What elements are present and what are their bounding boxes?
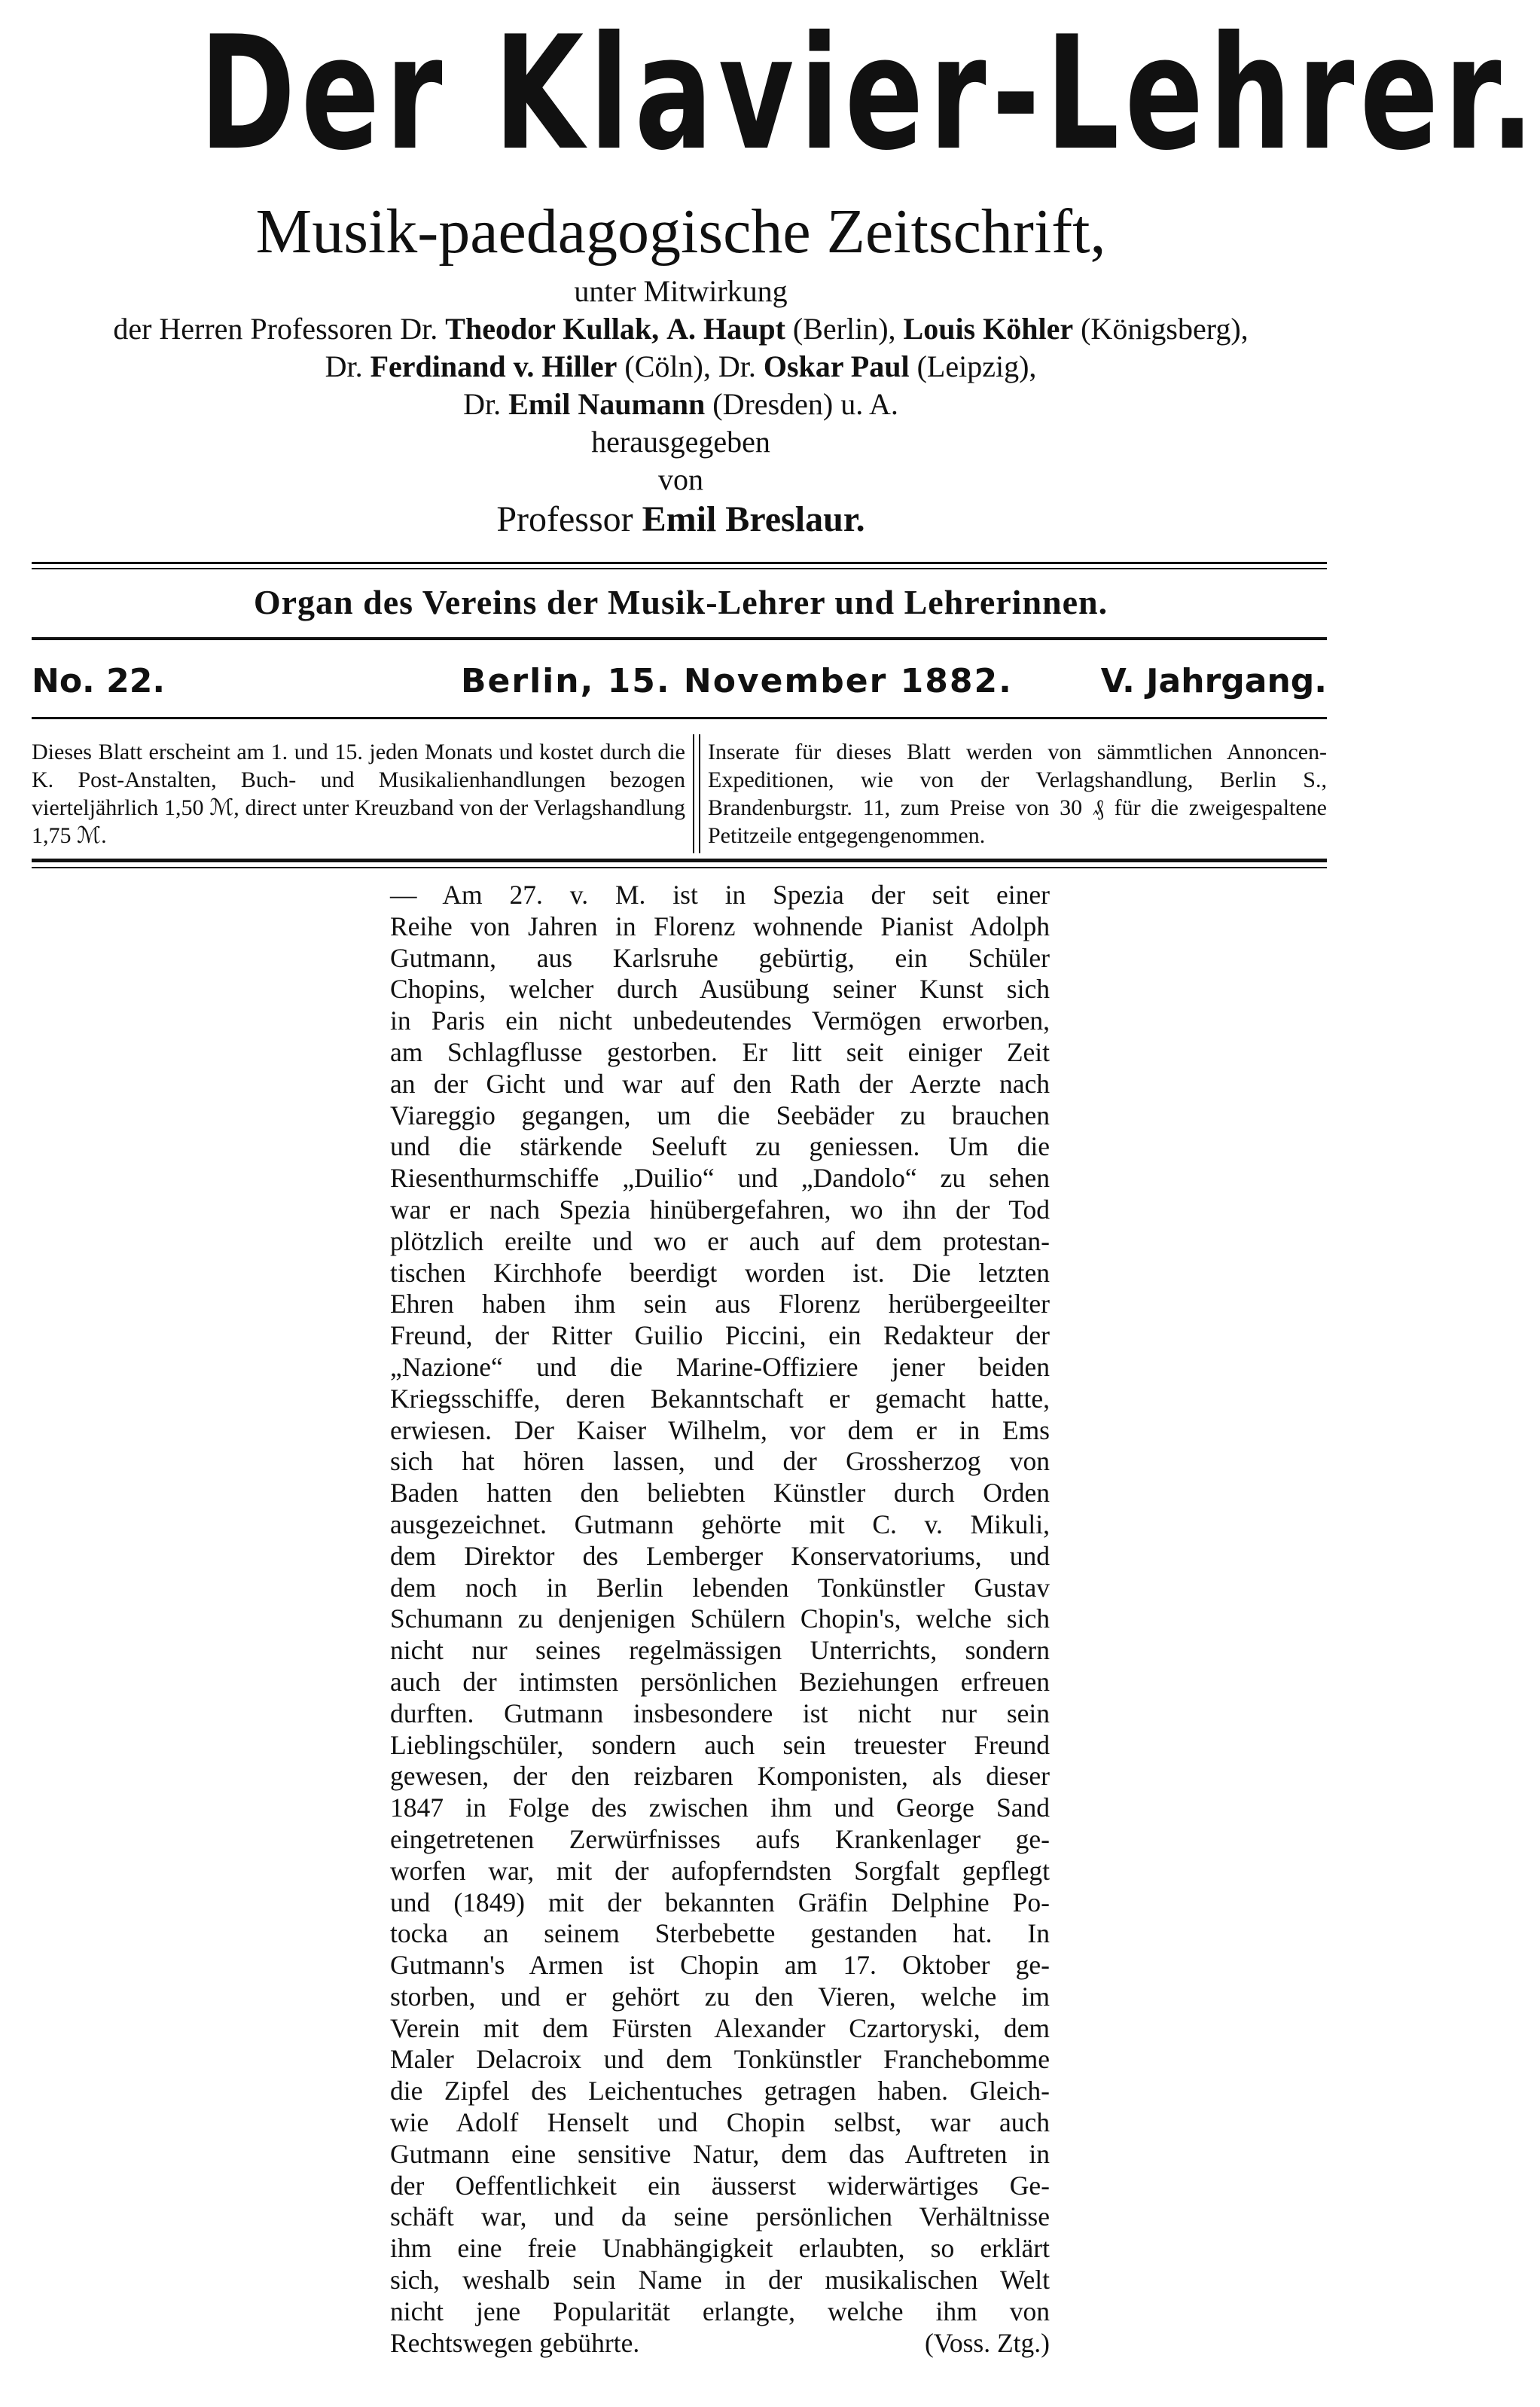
article-line: ausgezeichnet. Gutmann gehörte mit C. v. Mikuli, <box>390 1509 1050 1539</box>
article-line: der Oeffentlichkeit ein äusserst widerwärtiges Ge- <box>390 2170 1050 2201</box>
article-line: war er nach Spezia hinübergefahren, wo ihn der Tod <box>390 1194 1050 1225</box>
article-line: nicht jene Popularität erlangte, welche ihm von <box>390 2296 1050 2326</box>
credits-text: Dr. <box>463 387 509 421</box>
article-line: Lieblingschüler, sondern auch sein treuester Freund <box>390 1729 1050 1760</box>
article-line: Maler Delacroix und dem Tonkünstler Franchebomme <box>390 2044 1050 2075</box>
article-line: Schumann zu denjenigen Schülern Chopin's, welche sich <box>390 1603 1050 1634</box>
contributor-name: A. Haupt <box>666 312 785 346</box>
credits-text: (Königsberg), <box>1073 312 1249 346</box>
article-line: sich, weshalb sein Name in der musikalischen Welt <box>390 2265 1050 2296</box>
article-line: storben, und er gehört zu den Vieren, welche im <box>390 1981 1050 2012</box>
credits-line-1 <box>0 310 1362 348</box>
contributor-name: Ferdinand v. Hiller <box>370 349 618 383</box>
article-line: auch der intimsten persönlichen Beziehungen erfreuen <box>390 1666 1050 1697</box>
article-line: Riesenthurmschiffe „Duilio“ und „Dandolo“ zu sehen <box>390 1163 1050 1194</box>
article-line: Freund, der Ritter Guilio Piccini, ein Redakteur der <box>390 1320 1050 1351</box>
organ-line: Organ des Vereins der Musik-Lehrer und Lehrerinnen. <box>253 583 1108 621</box>
article-line: Baden hatten den beliebten Künstler durch Orden <box>390 1478 1050 1509</box>
article-line: Gutmann, aus Karlsruhe gebürtig, ein Schüler <box>390 942 1050 973</box>
article-line: Viareggio gegangen, um die Seebäder zu brauchen <box>390 1100 1050 1130</box>
article-line: „Nazione“ und die Marine-Offiziere jener beiden <box>390 1351 1050 1382</box>
article-line: tischen Kirchhofe beerdigt worden ist. Die letzten <box>390 1257 1050 1288</box>
article-line: gewesen, der den reizbaren Komponisten, als dieser <box>390 1761 1050 1792</box>
article-line: und die stärkende Seeluft zu geniessen. Um die <box>390 1131 1050 1162</box>
article-last-line <box>390 2328 1050 2360</box>
credits-text <box>659 312 666 346</box>
article-line: schäft war, und da seine persönlichen Verhältnisse <box>390 2201 1050 2232</box>
article-line: und (1849) mit der bekannten Gräfin Delphine Po- <box>390 1887 1050 1917</box>
article-line: in Paris ein nicht unbedeutendes Vermögen erworben, <box>390 1005 1050 1036</box>
issue-number: No. 22. <box>32 662 166 700</box>
credits-text: (Dresden) u. A. <box>705 387 898 421</box>
editor-line <box>0 497 1362 542</box>
article-line: erwiesen. Der Kaiser Wilhelm, vor dem er in Ems <box>390 1414 1050 1445</box>
contributor-name: Louis Köhler <box>903 312 1074 346</box>
rule-divider <box>32 562 1327 569</box>
subscription-notice: Dieses Blatt erscheint am 1. und 15. jeden Monats und kostet durch die K. Post-Anstalten, Buch- und Musikalienhandlungen bezogen vierteljährlich 1,50 ℳ, direct unter Kreuzband von der Verlagshandlung 1,75 ℳ. <box>32 740 685 848</box>
article-line: Chopins, welcher durch Ausübung seiner Kunst sich <box>390 974 1050 1005</box>
article-line: an der Gicht und war auf den Rath der Aerzte nach <box>390 1068 1050 1099</box>
article-line: Gutmann's Armen ist Chopin am 17. Oktober ge- <box>390 1950 1050 1981</box>
credits-text: (Cöln), Dr. <box>617 349 764 383</box>
article-source: (Voss. Ztg.) <box>924 2327 1050 2358</box>
article-line: — Am 27. v. M. ist in Spezia der seit einer <box>390 880 1050 910</box>
article-line: eingetretenen Zerwürfnisses aufs Krankenlager ge- <box>390 1823 1050 1854</box>
article-line: 1847 in Folge des zwischen ihm und George Sand <box>390 1792 1050 1823</box>
credits-intro: unter Mitwirkung <box>574 274 788 308</box>
article-line: die Zipfel des Leichentuches getragen haben. Gleich- <box>390 2076 1050 2107</box>
credits-text: Dr. <box>325 349 371 383</box>
article-line: ihm eine freie Unabhängigkeit erlaubten, so erklärt <box>390 2233 1050 2264</box>
masthead-title: Der Klavier-Lehrer. <box>199 3 1540 185</box>
editor-name: Emil Breslaur. <box>642 499 865 539</box>
rule-divider <box>32 859 1327 868</box>
credits-line-3 <box>0 386 1362 423</box>
contributor-name: Oskar Paul <box>763 349 910 383</box>
contributor-name: Emil Naumann <box>508 387 706 421</box>
article-line: durften. Gutmann insbesondere ist nicht nur sein <box>390 1698 1050 1728</box>
credits-block <box>0 273 1362 499</box>
article-line: Verein mit dem Fürsten Alexander Czartoryski, dem <box>390 2012 1050 2043</box>
article-line: Kriegsschiffe, deren Bekanntschaft er gemacht hatte, <box>390 1383 1050 1414</box>
rule-divider <box>32 717 1327 719</box>
article-line: plötzlich ereilte und wo er auch auf dem protestan- <box>390 1225 1050 1256</box>
article-line: wie Adolf Henselt und Chopin selbst, war auch <box>390 2107 1050 2138</box>
credits-line-2 <box>0 348 1362 386</box>
article-line: tocka an seinem Sterbebette gestanden hat. In <box>390 1918 1050 1949</box>
article-line: Rechtswegen gebührte. <box>390 2327 640 2358</box>
issue-date: Berlin, 15. November 1882. <box>461 662 1013 700</box>
issue-row <box>32 655 1327 708</box>
credits-text: (Berlin), <box>785 312 904 346</box>
article-line: Gutmann eine sensitive Natur, dem das Auftreten in <box>390 2138 1050 2169</box>
article-line: sich hat hören lassen, und der Grossherzog von <box>390 1446 1050 1477</box>
published-by: herausgegeben <box>591 425 770 459</box>
subtitle: Musik-paedagogische Zeitschrift, <box>255 197 1106 267</box>
advertising-notice: Inserate für dieses Blatt werden von sämmtlichen Annoncen-Expeditionen, wie von der Verlagshandlung, Berlin S., Brandenburgstr. 11, zum Preise von 30 ₰ für die zweigespaltene Petitzeile entgegengenommen. <box>708 740 1327 848</box>
article-body <box>390 880 1050 2359</box>
article-line: nicht nur seines regelmässigen Unterrichts, sondern <box>390 1635 1050 1666</box>
von-text: von <box>658 462 703 496</box>
article-line: am Schlagflusse gestorben. Er litt seit einiger Zeit <box>390 1036 1050 1067</box>
article-line: dem Direktor des Lemberger Konservatoriums, und <box>390 1540 1050 1571</box>
article-line: Ehren haben ihm sein aus Florenz herübergeeilter <box>390 1289 1050 1319</box>
issue-volume: V. Jahrgang. <box>1100 662 1327 700</box>
credits-text: der Herren Professoren Dr. <box>113 312 446 346</box>
credits-text: (Leipzig), <box>909 349 1037 383</box>
editor-prefix: Professor <box>496 499 642 539</box>
article-line: Reihe von Jahren in Florenz wohnende Pianist Adolph <box>390 911 1050 941</box>
contributor-name: Theodor Kullak, <box>445 312 660 346</box>
article-line: dem noch in Berlin lebenden Tonkünstler Gustav <box>390 1572 1050 1603</box>
article-line: worfen war, mit der aufopferndsten Sorgfalt gepflegt <box>390 1855 1050 1886</box>
column-divider <box>693 734 700 853</box>
rule-divider <box>32 637 1327 640</box>
